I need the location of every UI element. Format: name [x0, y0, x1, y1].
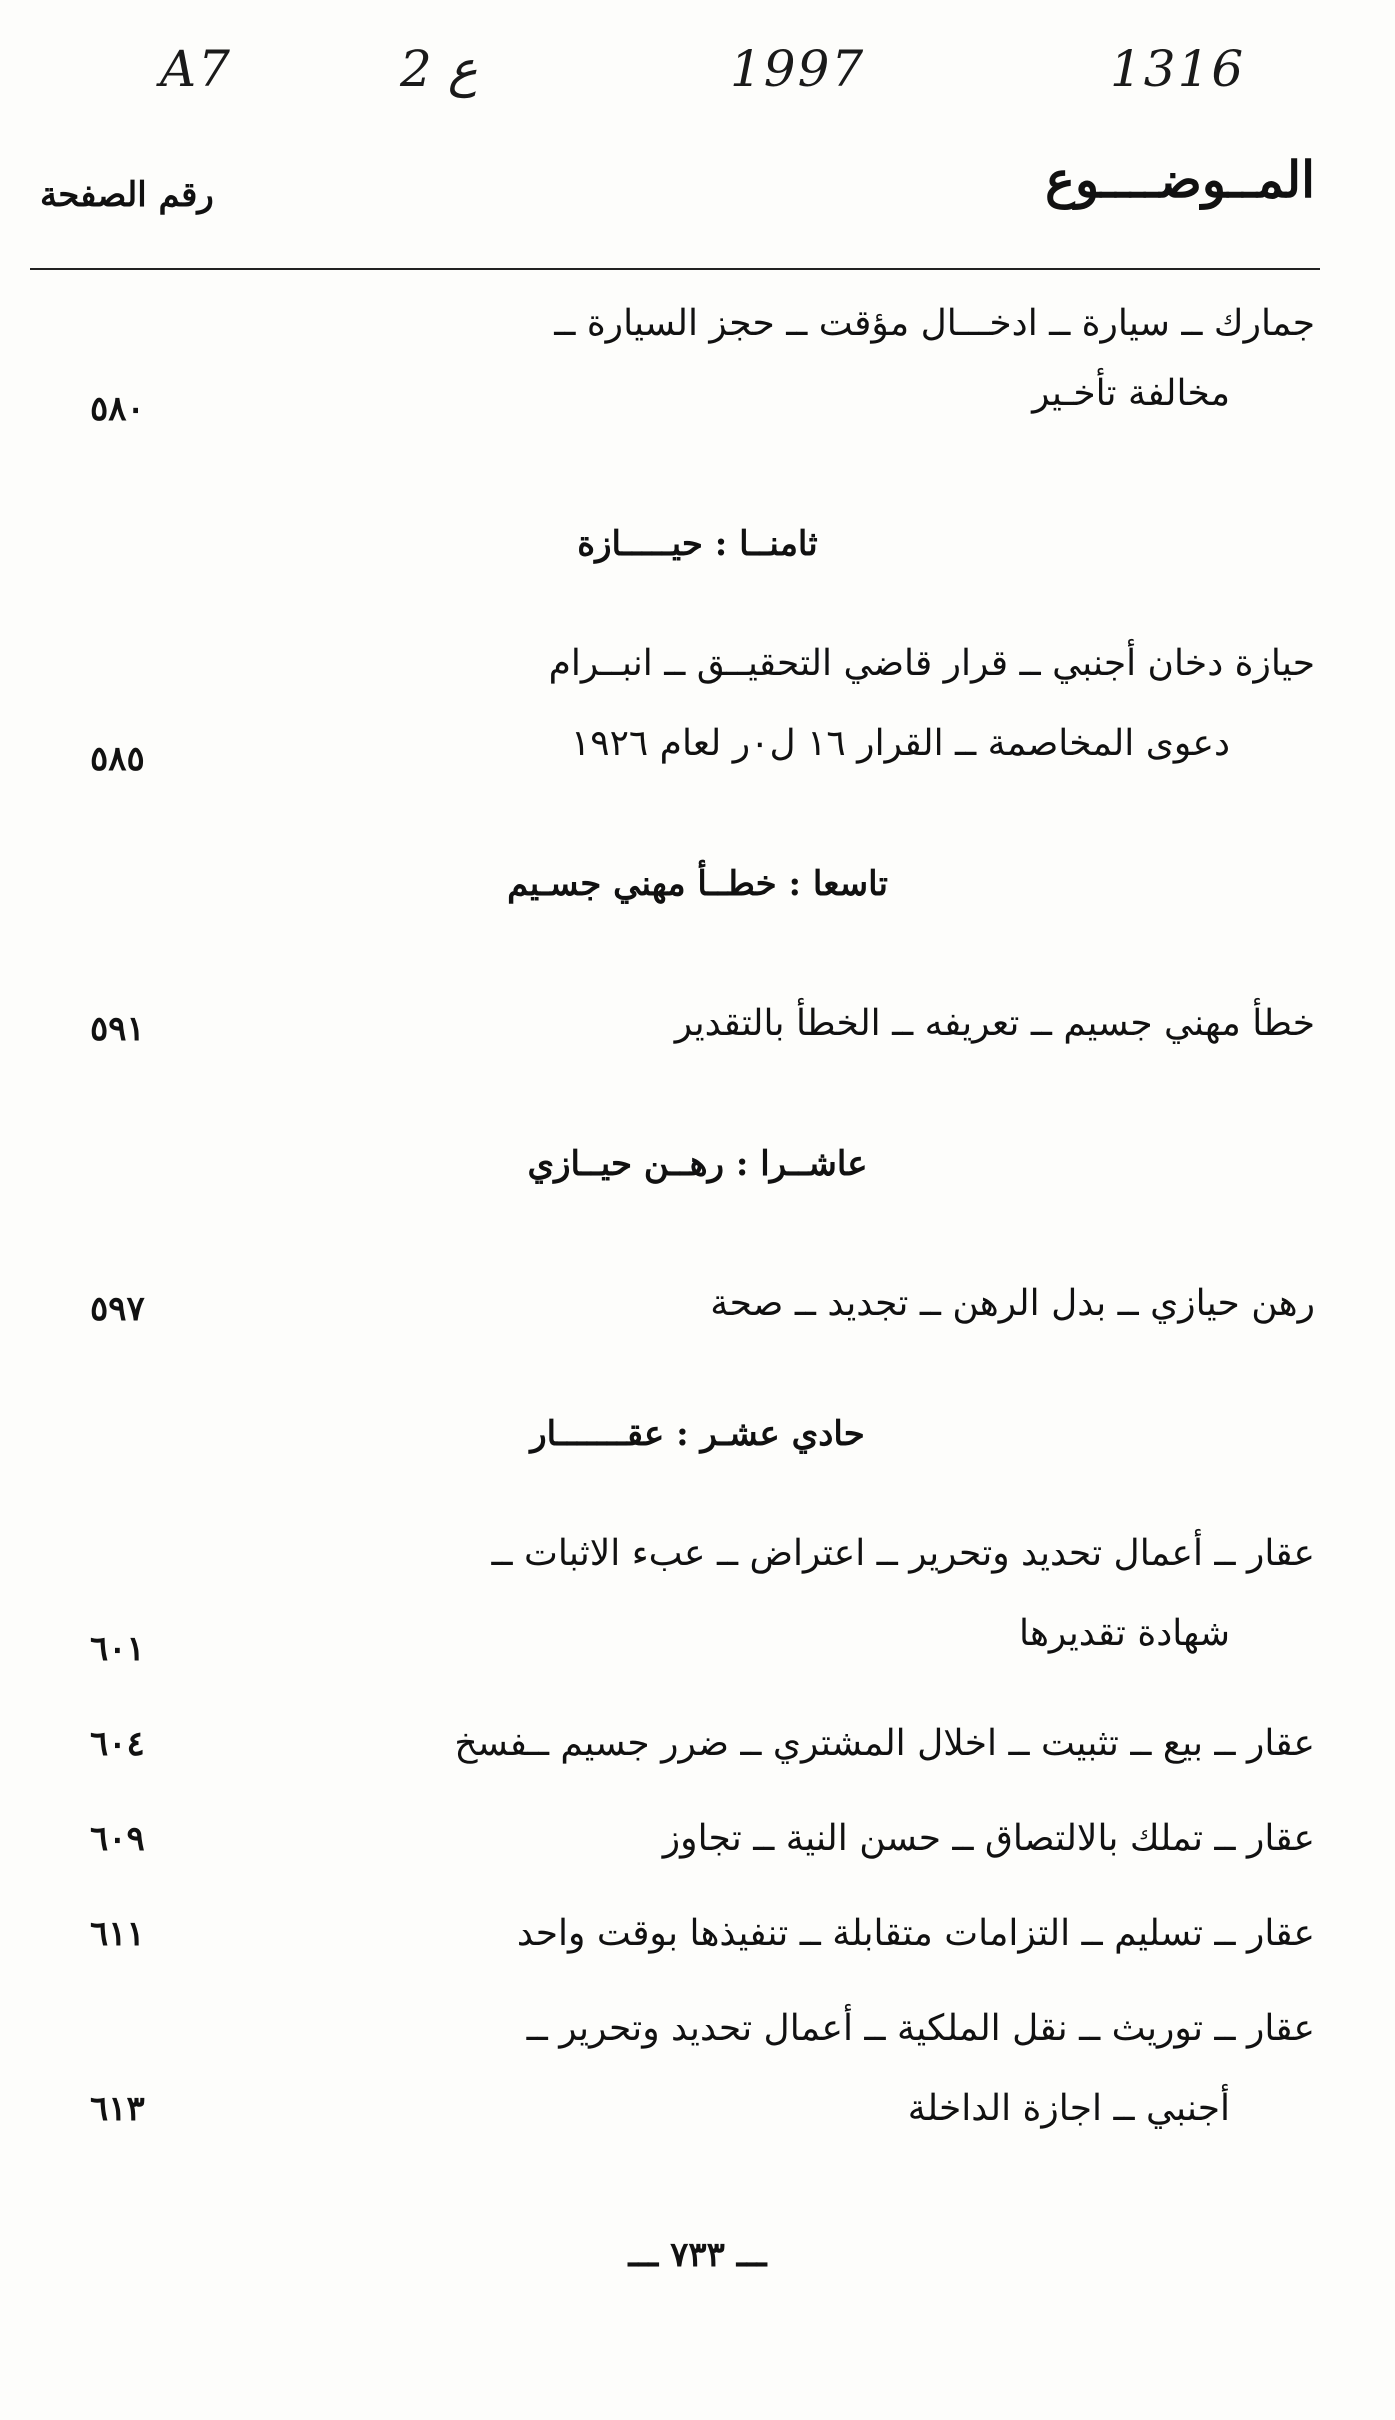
entry-page-number: ٥٩٧: [90, 1289, 145, 1329]
entry-line: حيازة دخان أجنبي ــ قرار قاضي التحقيــق ــ انبــرام: [548, 643, 1315, 684]
entry-page-number: ٦٠٩: [90, 1819, 145, 1859]
subject-column-header: المــوضــــوع: [1045, 150, 1315, 209]
entry-page-number: ٦٠٤: [90, 1724, 145, 1764]
section-heading: عاشــرا : رهــن حيــازي: [527, 1144, 868, 1184]
entry-page-number: ٦١٣: [90, 2089, 145, 2129]
handwritten-mark: 1997: [730, 40, 866, 98]
page-column-header: رقم الصفحة: [40, 175, 214, 215]
entry-page-number: ٥٩١: [90, 1009, 145, 1049]
handwritten-mark: 2 ع: [400, 40, 478, 98]
entry-line: مخالفة تأخـير: [1032, 373, 1230, 414]
entry-line: رهن حيازي ــ بدل الرهن ــ تجديد ــ صحة: [710, 1283, 1315, 1324]
page-number-footer: ـــ ٧٣٣ ـــ: [628, 2235, 767, 2275]
entry-line: عقار ــ توريث ــ نقل الملكية ــ أعمال تحديد وتحرير ــ: [526, 2008, 1315, 2049]
entry-page-number: ٦١١: [90, 1914, 145, 1954]
entry-page-number: ٦٠١: [90, 1629, 145, 1669]
entry-line: عقار ــ بيع ــ تثبيت ــ اخلال المشتري ــ ضرر جسيم ــفسخ: [454, 1723, 1315, 1764]
entry-page-number: ٥٨٥: [90, 739, 145, 779]
entry-page-number: ٥٨٠: [90, 389, 145, 429]
header-divider: [30, 268, 1320, 270]
entry-line: خطأ مهني جسيم ــ تعريفه ــ الخطأ بالتقدير: [674, 1003, 1315, 1044]
entry-line: دعوى المخاصمة ــ القرار ١٦ ل٠ر لعام ١٩٢٦: [570, 723, 1230, 764]
entry-line: شهادة تقديرها: [1018, 1613, 1230, 1654]
entry-line: عقار ــ تسليم ــ التزامات متقابلة ــ تنفيذها بوقت واحد: [516, 1913, 1315, 1954]
entry-line: أجنبي ــ اجازة الداخلة: [907, 2088, 1230, 2129]
handwritten-mark: 1316: [1110, 40, 1246, 98]
entry-line: عقار ــ أعمال تحديد وتحرير ــ اعتراض ــ عبء الاثبات ــ: [491, 1533, 1315, 1574]
entry-line: جمارك ــ سيارة ــ ادخـــال مؤقت ــ حجز السيارة ــ: [554, 303, 1315, 344]
section-heading: ثامنــا : حيـــــازة: [577, 524, 818, 564]
entry-line: عقار ــ تملك بالالتصاق ــ حسن النية ــ تجاوز: [662, 1818, 1315, 1859]
section-heading: تاسعا : خطــأ مهني جسـيم: [507, 864, 888, 904]
handwritten-mark: A7: [160, 40, 232, 98]
section-heading: حادي عشـر : عقـــــــار: [530, 1414, 865, 1454]
